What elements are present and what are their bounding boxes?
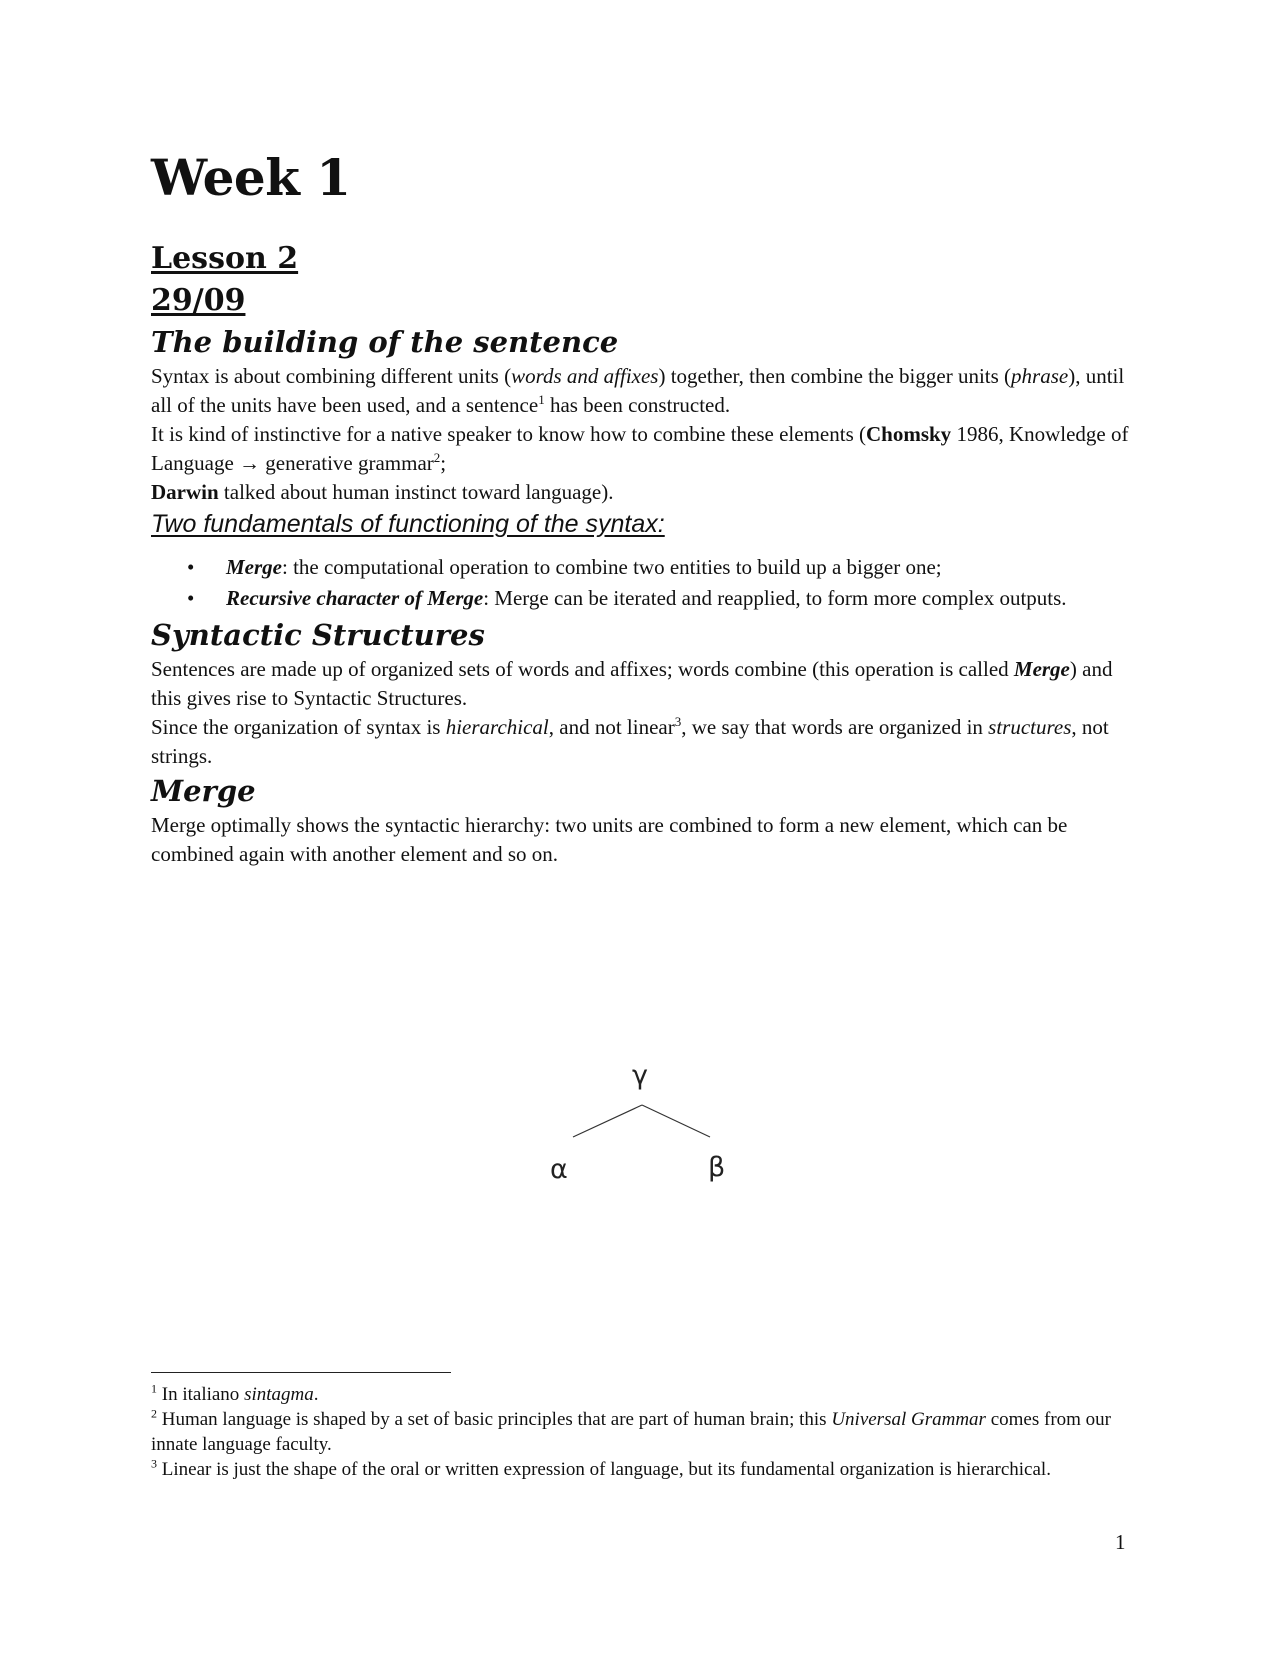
fundamentals-list [151,553,1141,613]
text-run: Sentences are made up of organized sets of words and affixes; words combine (this operation is called [151,657,1014,681]
text-run: , and not linear [548,715,675,739]
footnote-1 [151,1382,1141,1407]
italic-run: hierarchical [445,715,549,739]
footnote-ref-2[interactable]: 2 [433,450,441,465]
text-run: Syntax is about combining different units ( [151,364,512,388]
italic-run: words and affixes [511,364,659,388]
text-run: It is kind of instinctive for a native speaker to know how to combine these elements ( [151,422,866,446]
text-run: Linear is just the shape of the oral or written expression of language, but its fundamental organization is hierarchical. [157,1459,1051,1480]
bold-italic-run: Merge [1013,657,1070,681]
section-heading-structures: Syntactic Structures [151,618,485,652]
left-branch [573,1105,642,1137]
right-branch [642,1105,710,1137]
text-run: ; [440,451,447,475]
footnote-ref-3[interactable]: 3 [674,714,682,729]
paragraph-instinct [151,420,1141,507]
text-run: ) together, then combine the bigger units ( [658,364,1012,388]
list-item [151,553,1141,582]
text-run: In italiano [157,1384,245,1405]
italic-run: sintagma [244,1384,314,1405]
merge-tree-diagram [520,1055,740,1205]
text-run: Human language is shaped by a set of basic principles that are part of human brain; this [157,1409,832,1430]
section-heading-merge: Merge [151,774,256,808]
list-item-term: Recursive character of Merge [226,586,484,610]
tree-root-label: γ [632,1060,648,1091]
text-run: , not strings. [151,715,1109,768]
footnote-number: 2 [151,1406,157,1421]
text-run: , we say that words are organized in [681,715,989,739]
bullet-icon: • [187,586,195,610]
paragraph-sentences [151,655,1141,771]
text-run: 1986, Knowledge of Language → generative grammar [151,422,1129,475]
bullet-icon: • [187,555,195,579]
footnote-3 [151,1457,1141,1482]
italic-run: phrase [1011,364,1069,388]
section-heading-building: The building of the sentence [151,325,619,359]
footnote-2 [151,1407,1141,1457]
footnote-number: 3 [151,1456,157,1471]
subheading-fundamentals: Two fundamentals of functioning of the syntax: [151,510,665,538]
page-number: 1 [1115,1530,1126,1554]
text-run: Since the organization of syntax is [151,715,446,739]
italic-run: structures [988,715,1072,739]
footnote-separator [151,1372,451,1373]
list-item-term: Merge [226,555,282,579]
list-item-text: : Merge can be iterated and reapplied, to form more complex outputs. [483,586,1067,610]
bold-run: Darwin [151,480,219,504]
text-run: comes from our innate language faculty. [151,1409,1112,1455]
page-content [151,148,1141,869]
lesson-header [151,238,1141,322]
text-run: ), until all of the units have been used, and a sentence [151,364,1125,417]
lesson-date: 29/09 [151,283,246,318]
tree-left-label: α [550,1154,568,1185]
text-run: ) and this gives rise to Syntactic Structures. [151,657,1113,710]
paragraph-merge: Merge optimally shows the syntactic hierarchy: two units are combined to form a new element, which can be combined again with another element and so on. [151,813,1068,866]
week-title: Week 1 [151,148,351,207]
lesson-label: Lesson 2 [151,241,299,276]
list-item [151,584,1141,613]
text-run: . [313,1384,319,1405]
footnote-ref-1[interactable]: 1 [538,392,545,407]
text-run: has been constructed. [544,393,731,417]
tree-right-label: β [708,1152,726,1183]
text-run: talked about human instinct toward language). [218,480,614,504]
bold-run: Chomsky [865,422,952,446]
italic-run: Universal Grammar [831,1409,986,1430]
footnote-number: 1 [151,1381,157,1396]
footnotes [151,1382,1141,1482]
list-item-text: : the computational operation to combine two entities to build up a bigger one; [282,555,942,579]
paragraph-syntax-combining [151,362,1141,420]
